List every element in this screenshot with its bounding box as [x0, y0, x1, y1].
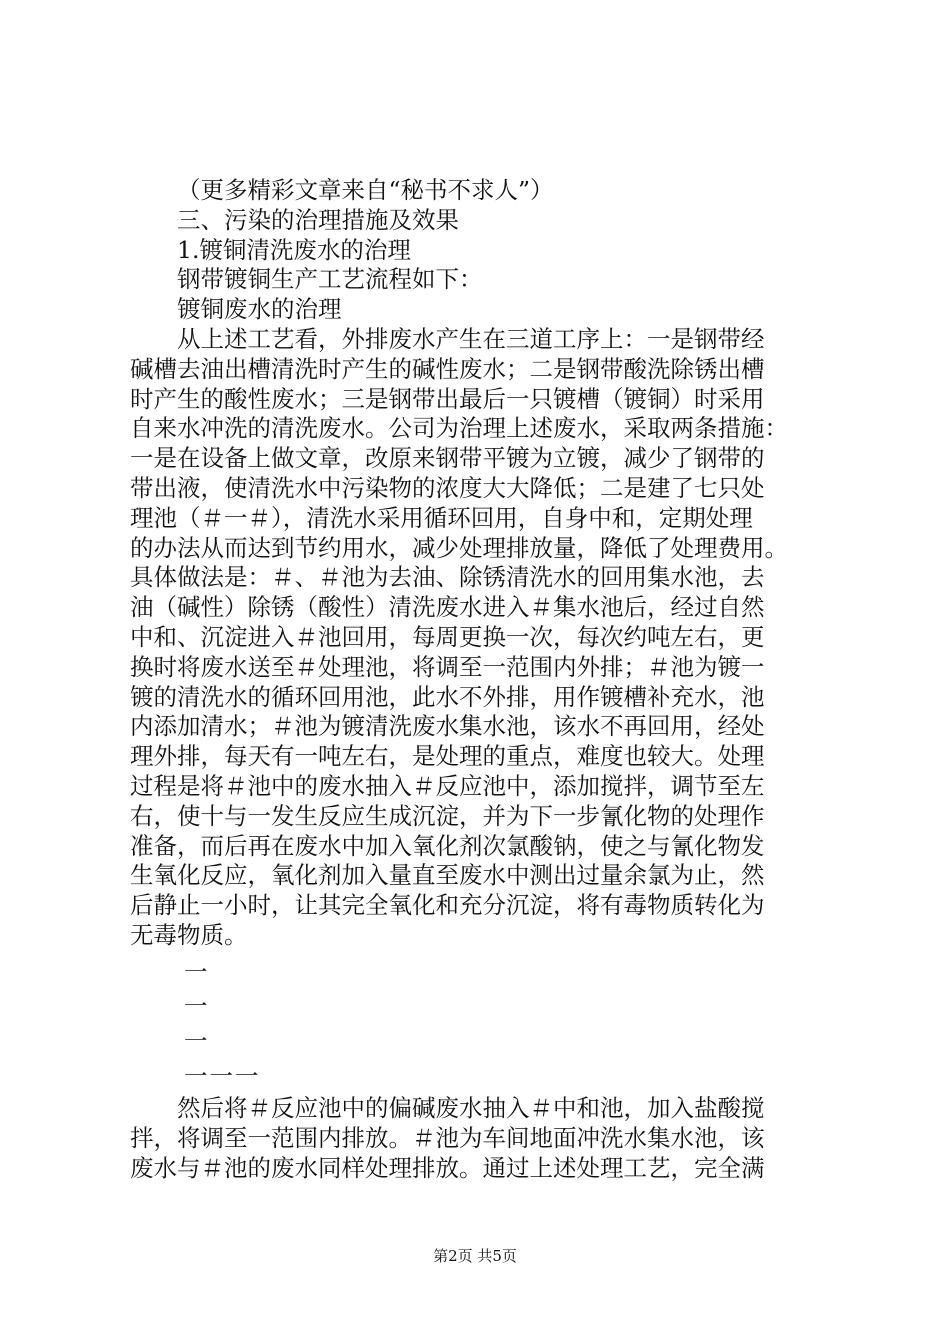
paragraph-line: 理外排，每天有一吨左右，是处理的重点，难度也较大。处理	[130, 742, 765, 771]
paragraph-line: 废水与＃池的废水同样处理排放。通过上述处理工艺，完全满	[130, 1153, 765, 1182]
dash-line: 一	[184, 1026, 210, 1055]
dash-line: 一	[184, 992, 210, 1021]
paragraph-line: 带出液，使清洗水中污染物的浓度大大降低；二是建了七只处	[130, 473, 765, 502]
dash-line: 一	[184, 957, 210, 986]
topic-heading: 镀铜废水的治理	[177, 295, 342, 324]
paragraph-line: 具体做法是：＃、＃池为去油、除锈清洗水的回用集水池，去	[130, 563, 765, 592]
paragraph-line: 后静止一小时，让其完全氧化和充分沉淀，将有毒物质转化为	[130, 891, 765, 920]
paragraph-1	[130, 325, 830, 951]
paragraph-line: 然后将＃反应池中的偏碱废水抽入＃中和池，加入盐酸搅	[177, 1094, 765, 1123]
paragraph-line: 中和、沉淀进入＃池回用，每周更换一次，每次约吨左右，更	[130, 622, 765, 651]
paragraph-line: 镀的清洗水的循环回用池，此水不外排，用作镀槽补充水，池	[130, 682, 765, 711]
paragraph-line: 理池（＃一＃），清洗水采用循环回用，自身中和，定期处理	[130, 503, 753, 532]
paragraph-line: 内添加清水；＃池为镀清洗废水集水池，该水不再回用，经处	[130, 712, 765, 741]
paragraph-line: 时产生的酸性废水；三是钢带出最后一只镀槽（镀铜）时采用	[130, 384, 765, 413]
page-number-footer: 第2页 共5页	[433, 1247, 517, 1265]
paragraph-line: 的办法从而达到节约用水，减少处理排放量，降低了处理费用。	[130, 533, 788, 562]
paragraph-line: 油（碱性）除锈（酸性）清洗废水进入＃集水池后，经过自然	[130, 593, 765, 622]
paragraph-2	[130, 1094, 830, 1183]
section-heading: 三、污染的治理措施及效果	[177, 205, 459, 234]
paragraph-line: 一是在设备上做文章，改原来钢带平镀为立镀，减少了钢带的	[130, 444, 765, 473]
paragraph-line: 拌，将调至一范围内排放。＃池为车间地面冲洗水集水池，该	[130, 1123, 765, 1152]
dash-line: 一一一	[184, 1061, 261, 1090]
paragraph-line: 碱槽去油出槽清洗时产生的碱性废水；二是钢带酸洗除锈出槽	[130, 354, 765, 383]
paragraph-line: 右，使十与一发生反应生成沉淀，并为下一步氰化物的处理作	[130, 801, 765, 830]
paragraph-line: 准备，而后再在废水中加入氧化剂次氯酸钠，使之与氰化物发	[130, 831, 765, 860]
document-body	[130, 176, 830, 1183]
paragraph-line: 从上述工艺看，外排废水产生在三道工序上：一是钢带经	[177, 324, 765, 353]
process-flow-intro: 钢带镀铜生产工艺流程如下：	[177, 265, 483, 294]
dash-block	[130, 955, 830, 1093]
paragraph-line: 过程是将＃池中的废水抽入＃反应池中，添加搅拌，调节至左	[130, 771, 765, 800]
subsection-heading: 1.镀铜清洗废水的治理	[177, 235, 411, 264]
source-note: （更多精彩文章来自“秘书不求人”）	[177, 176, 554, 204]
paragraph-line: 无毒物质。	[130, 920, 248, 949]
paragraph-line: 自来水冲洗的清洗废水。公司为治理上述废水，采取两条措施：	[130, 414, 788, 443]
paragraph-line: 换时将废水送至＃处理池，将调至一范围内外排；＃池为镀一	[130, 652, 765, 681]
paragraph-line: 生氧化反应，氧化剂加入量直至废水中测出过量余氯为止，然	[130, 861, 765, 890]
